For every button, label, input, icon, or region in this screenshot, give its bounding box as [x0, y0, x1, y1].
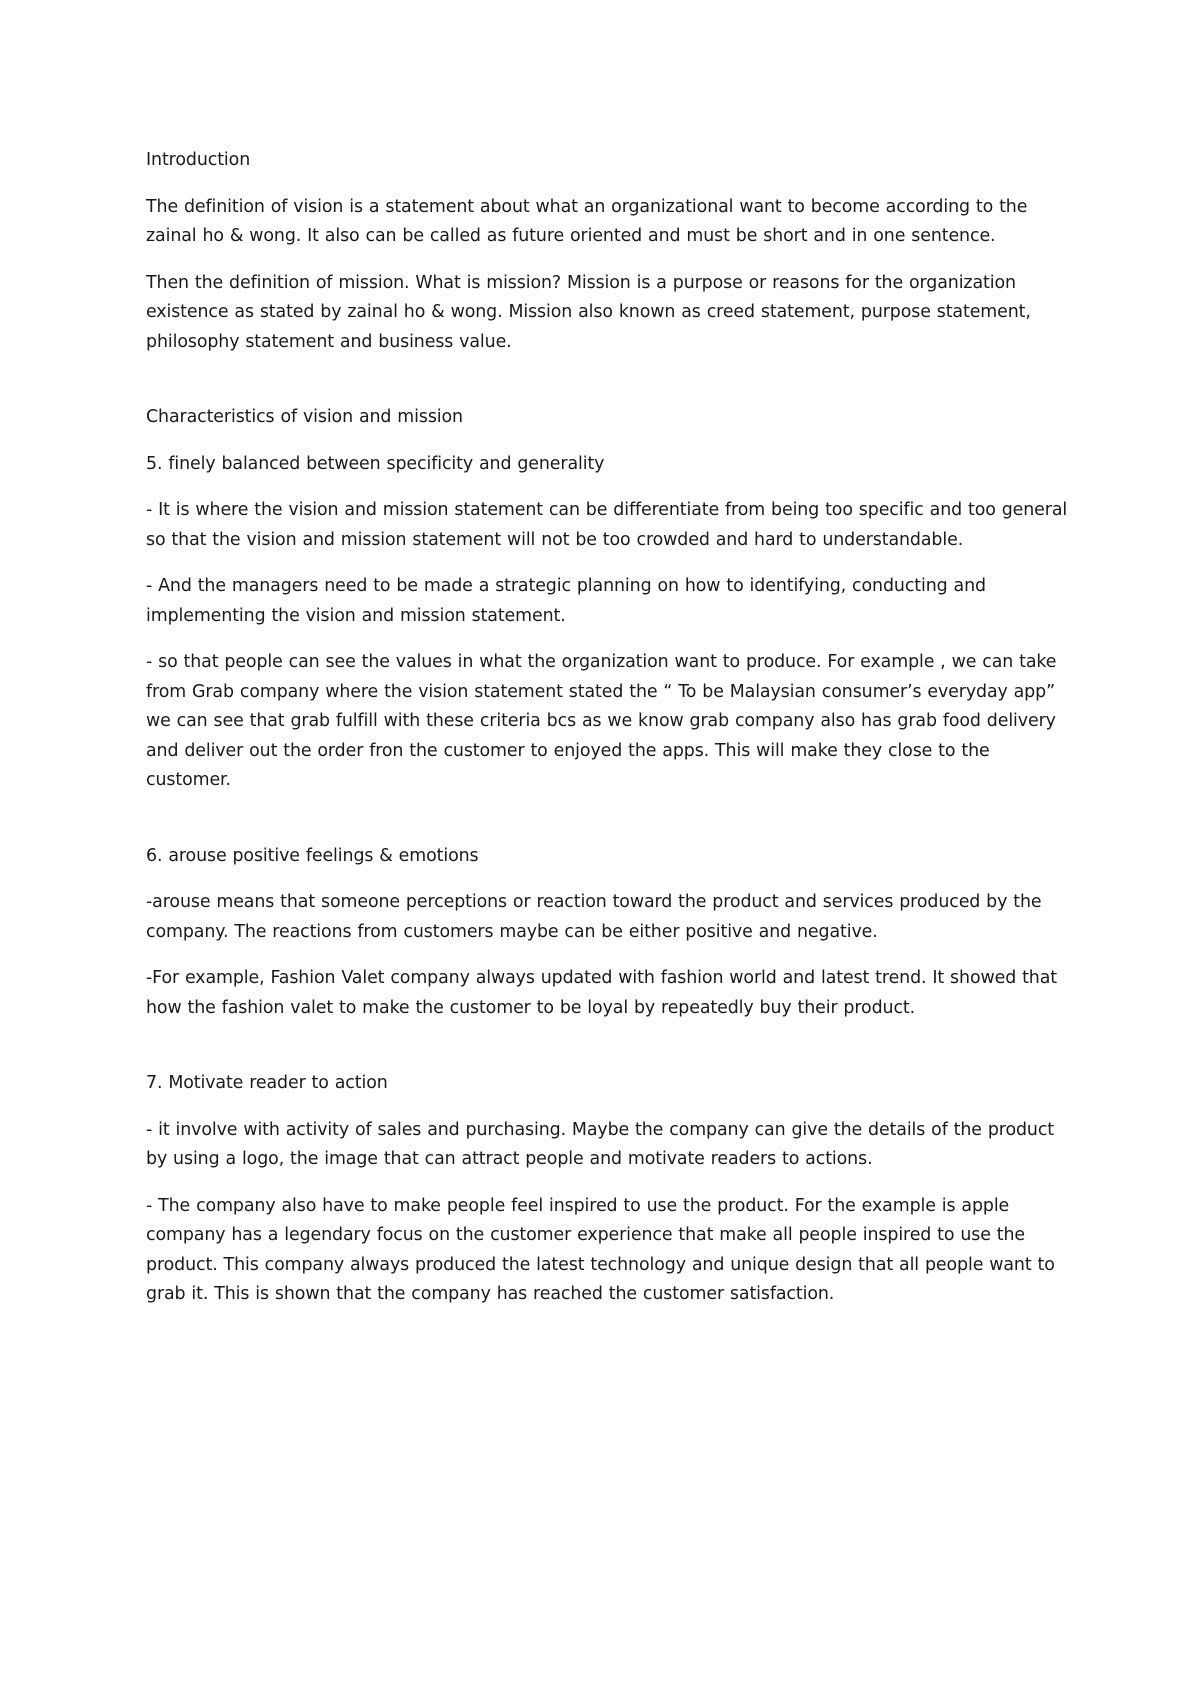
- item-5-point-1: - It is where the vision and mission statement can be differentiate from being too specific and too general so that the vision and mission statement will not be too crowded and hard to understandable.: [146, 500, 1068, 550]
- item-7-title: 7. Motivate reader to action: [146, 1073, 388, 1093]
- mission-definition-paragraph: Then the definition of mission. What is mission? Mission is a purpose or reasons for the organization existence as stated by zainal ho & wong. Mission also known as creed statement, purpose statement, philosophy statement and business value.: [146, 272, 1031, 352]
- item-7-point-1: - it involve with activity of sales and purchasing. Maybe the company can give the details of the product by using a logo, the image that can attract people and motivate readers to actions.: [146, 1119, 1055, 1169]
- item-6-point-1: -arouse means that someone perceptions or reaction toward the product and services produced by the company. The reactions from customers maybe can be either positive and negative.: [146, 892, 1042, 942]
- vision-definition-paragraph: The definition of vision is a statement about what an organizational want to become according to the zainal ho & wong. It also can be called as future oriented and must be short and in one sentence.: [146, 196, 1028, 246]
- item-6-title: 6. arouse positive feelings & emotions: [146, 845, 479, 866]
- item-7-point-2: - The company also have to make people feel inspired to use the product. For the example is apple company has a legendary focus on the customer experience that make all people inspired to use the product. This company always produced the latest technology and unique design that all people want to grab it. This is shown that the company has reached the customer satisfaction.: [146, 1195, 1055, 1304]
- item-5-point-2: - And the managers need to be made a strategic planning on how to identifying, conducting and implementing the vision and mission statement.: [146, 576, 986, 626]
- item-5-title: 5. finely balanced between specificity and generality: [146, 453, 605, 474]
- item-6-point-2: -For example, Fashion Valet company always updated with fashion world and latest trend. It showed that how the fashion valet to make the customer to be loyal by repeatedly buy their product.: [146, 968, 1057, 1018]
- intro-heading: Introduction: [146, 150, 251, 170]
- characteristics-heading: Characteristics of vision and mission: [146, 407, 463, 427]
- document-page: [146, 146, 1076, 1310]
- item-5-point-3: - so that people can see the values in what the organization want to produce. For example , we can take from Grab company where the vision statement stated the “ To be Malaysian consumer’s everyday app” we can see that grab fulfill with these criteria bcs as we know grab company also has grab food delivery and deliver out the order fron the customer to enjoyed the apps. This will make they close to the customer.: [146, 652, 1057, 790]
